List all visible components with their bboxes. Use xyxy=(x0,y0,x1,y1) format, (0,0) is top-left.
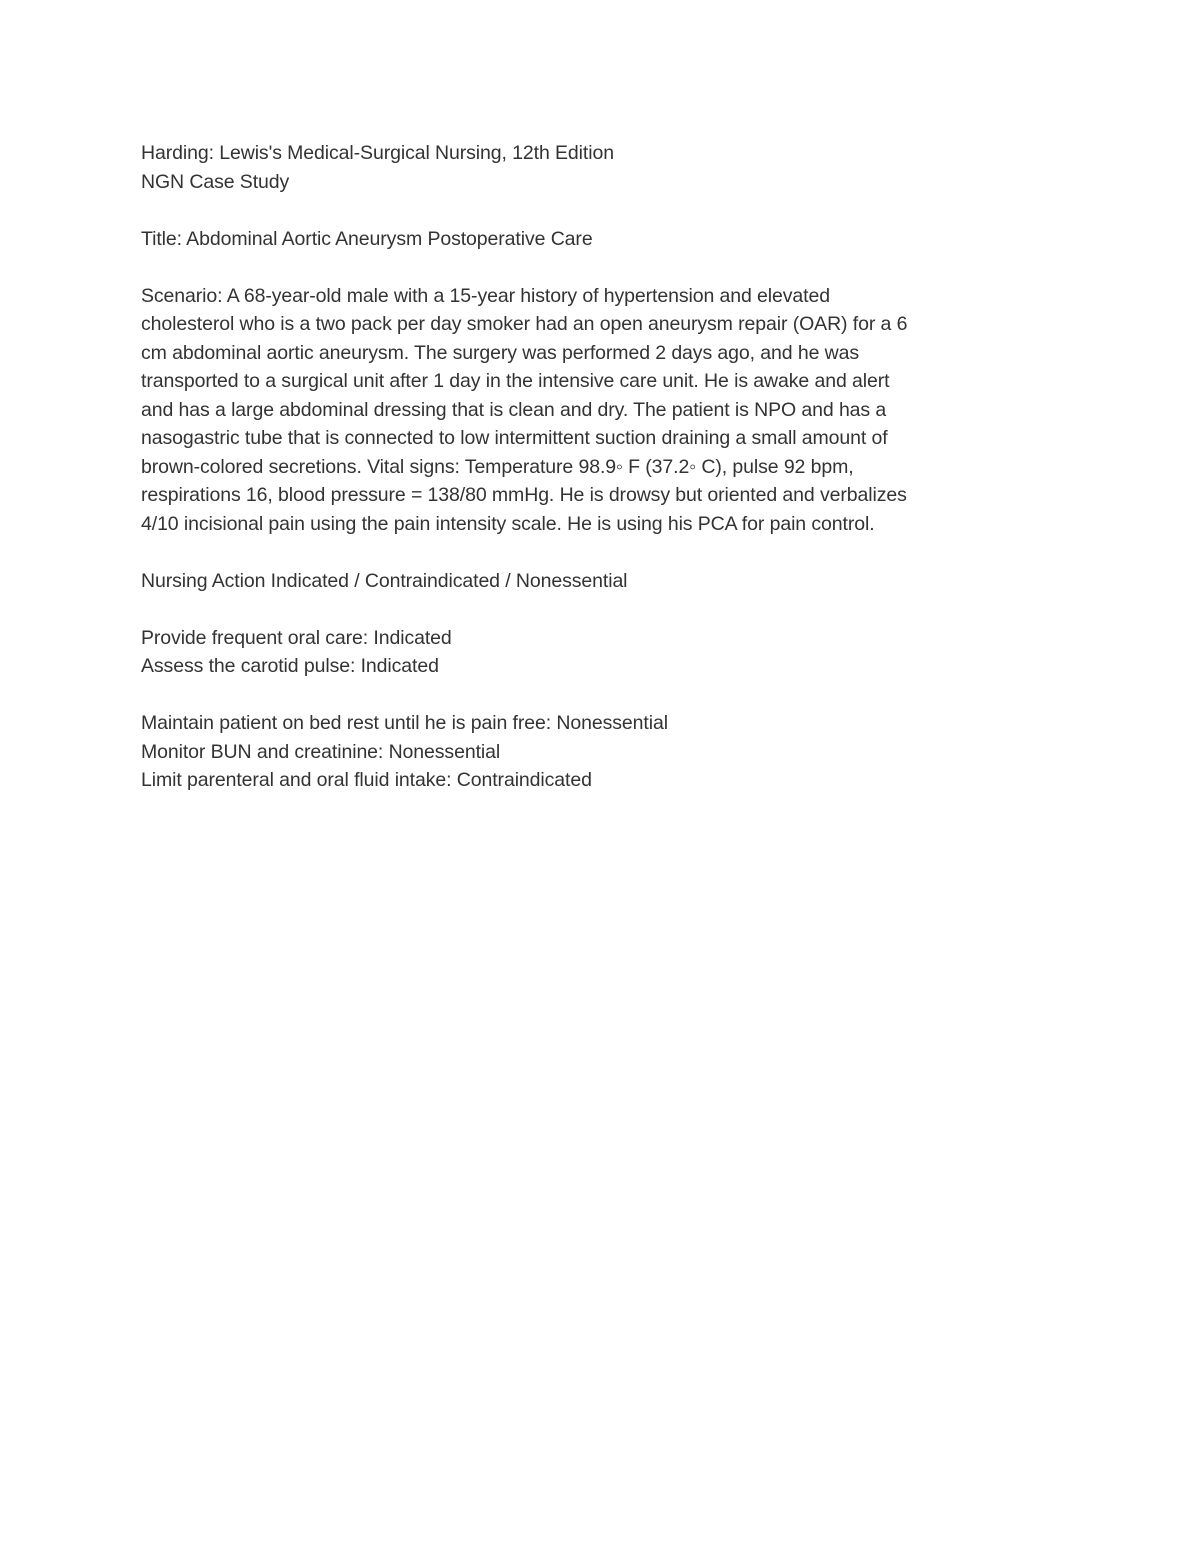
scenario-line: cm abdominal aortic aneurysm. The surgery was performed 2 days ago, and he was xyxy=(141,341,860,364)
book-title: Harding: Lewis's Medical-Surgical Nursing, 12th Edition xyxy=(141,142,614,164)
spacer xyxy=(141,253,1021,282)
scenario-line: transported to a surgical unit after 1 day in the intensive care unit. He is awake and alert xyxy=(141,370,890,392)
document-body xyxy=(141,139,1021,795)
action-item: Provide frequent oral care: Indicated xyxy=(141,626,452,649)
scenario-line: brown-colored secretions. Vital signs: Temperature 98.9◦ F (37.2◦ C), pulse 92 bpm, xyxy=(141,455,854,478)
spacer xyxy=(141,681,1021,710)
scenario-paragraph xyxy=(141,282,1021,539)
spacer xyxy=(141,538,1021,567)
actions-header: Nursing Action Indicated / Contraindicated / Nonessential xyxy=(141,569,628,592)
action-item: Monitor BUN and creatinine: Nonessential xyxy=(141,740,501,763)
scenario-line: respirations 16, blood pressure = 138/80 mmHg. He is drowsy but oriented and verbalizes xyxy=(141,484,907,506)
action-item: Limit parenteral and oral fluid intake: Contraindicated xyxy=(141,769,592,791)
case-title: Title: Abdominal Aortic Aneurysm Postoperative Care xyxy=(141,227,593,250)
scenario-line: and has a large abdominal dressing that is clean and dry. The patient is NPO and has a xyxy=(141,398,887,421)
spacer xyxy=(141,595,1021,624)
spacer xyxy=(141,196,1021,225)
scenario-line: cholesterol who is a two pack per day smoker had an open aneurysm repair (OAR) for a 6 xyxy=(141,313,908,335)
action-item: Maintain patient on bed rest until he is pain free: Nonessential xyxy=(141,712,668,734)
scenario-line: 4/10 incisional pain using the pain intensity scale. He is using his PCA for pain control. xyxy=(141,512,875,535)
scenario-line: nasogastric tube that is connected to low intermittent suction draining a small amount of xyxy=(141,427,888,449)
action-item: Assess the carotid pulse: Indicated xyxy=(141,655,439,677)
case-study-label: NGN Case Study xyxy=(141,170,290,193)
scenario-line: Scenario: A 68-year-old male with a 15-year history of hypertension and elevated xyxy=(141,284,830,307)
